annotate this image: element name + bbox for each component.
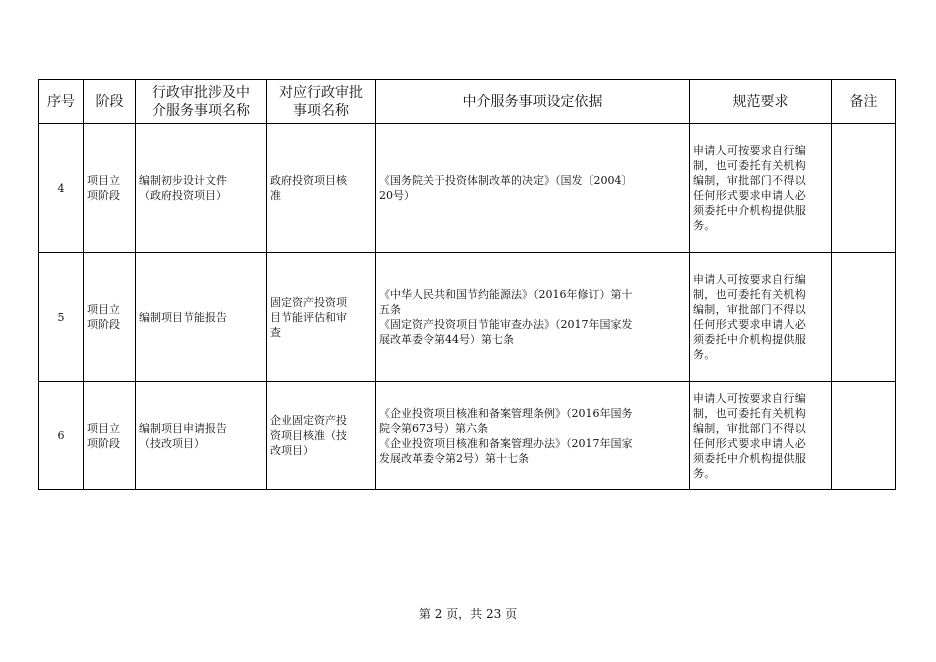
header-item-name-line2: 介服务事项名称 (152, 102, 250, 119)
cell-basis (376, 253, 690, 382)
cell-requirement-line: 制，也可委托有关机构 (693, 159, 806, 172)
cell-approval-line: 目节能评估和审 (270, 310, 347, 324)
cell-stage-line: 项阶段 (87, 318, 120, 331)
cell-approval-line: 资项目核准（技 (270, 429, 347, 442)
cell-no: 6 (39, 382, 84, 490)
cell-basis-line: 院令第673号）第六条 (379, 421, 488, 435)
cell-requirement-line: 任何形式要求申请人必 (693, 189, 806, 202)
cell-requirement-line: 制，也可委托有关机构 (693, 288, 806, 301)
header-stage: 阶段 (84, 80, 136, 124)
cell-item-line: 编制项目申请报告 (139, 421, 227, 435)
cell-item (136, 124, 267, 253)
cell-stage-line: 项目立 (87, 303, 120, 316)
cell-requirement-line: 务。 (693, 219, 716, 232)
table-row (39, 124, 896, 253)
cell-requirement-line: 制，也可委托有关机构 (693, 406, 806, 420)
header-approval-name-line1: 对应行政审批 (279, 84, 363, 101)
header-requirement: 规范要求 (690, 80, 832, 124)
cell-stage-line: 项目立 (87, 421, 120, 435)
header-basis: 中介服务事项设定依据 (376, 80, 690, 124)
cell-stage-line: 项阶段 (87, 436, 120, 450)
header-remark: 备注 (832, 80, 896, 124)
cell-requirement-line: 务。 (693, 348, 716, 361)
table-row (39, 253, 896, 382)
cell-basis (376, 124, 690, 253)
cell-stage (84, 124, 136, 253)
cell-requirement-line: 务。 (693, 466, 716, 480)
cell-basis (376, 382, 690, 490)
table-header-row (39, 80, 896, 124)
cell-approval-line: 准 (270, 189, 281, 202)
cell-stage (84, 253, 136, 382)
cell-item-line: 编制初步设计文件 (139, 174, 227, 187)
cell-requirement (690, 253, 832, 382)
cell-requirement-line: 申请人可按要求自行编 (693, 273, 806, 286)
cell-basis-line: 《企业投资项目核准和备案管理条例》（2016年国务 (379, 406, 633, 420)
cell-stage-line: 项阶段 (87, 189, 120, 202)
cell-stage (84, 382, 136, 490)
intermediary-service-table (38, 79, 896, 490)
cell-requirement-line: 编制，审批部门不得以 (693, 303, 806, 316)
cell-approval-line: 政府投资项目核 (270, 174, 347, 187)
cell-remark (832, 253, 896, 382)
cell-remark (832, 382, 896, 490)
cell-approval-line: 改项目） (270, 444, 314, 457)
cell-item-line: 编制项目节能报告 (139, 310, 227, 324)
cell-requirement-line: 须委托中介机构提供服 (693, 204, 806, 217)
cell-requirement (690, 124, 832, 253)
cell-approval (267, 382, 376, 490)
cell-requirement-line: 申请人可按要求自行编 (693, 144, 806, 157)
cell-requirement-line: 编制，审批部门不得以 (693, 174, 806, 187)
cell-approval (267, 124, 376, 253)
cell-basis-line: 展改革委令第44号）第七条 (379, 333, 514, 346)
cell-no: 4 (39, 124, 84, 253)
cell-item-line: （技改项目） (139, 436, 205, 450)
cell-basis-line: 发展改革委令第2号）第十七条 (379, 451, 529, 465)
cell-approval-line: 企业固定资产投 (270, 414, 347, 427)
cell-basis-line: 《企业投资项目核准和备案管理办法》（2017年国家 (379, 436, 633, 450)
cell-item (136, 382, 267, 490)
cell-requirement-line: 须委托中介机构提供服 (693, 333, 806, 346)
page-number-footer: 第 2 页，共 23 页 (418, 607, 518, 621)
cell-requirement-line: 申请人可按要求自行编 (693, 391, 806, 405)
cell-requirement-line: 任何形式要求申请人必 (693, 318, 806, 331)
table-row (39, 382, 896, 490)
cell-no: 5 (39, 253, 84, 382)
cell-requirement (690, 382, 832, 490)
header-approval-name (267, 80, 376, 124)
cell-remark (832, 124, 896, 253)
cell-requirement-line: 任何形式要求申请人必 (693, 436, 806, 450)
cell-basis-line: 20号） (379, 189, 415, 202)
cell-approval-line: 固定资产投资项 (270, 295, 347, 309)
cell-item-line: （政府投资项目） (139, 189, 227, 202)
cell-approval-line: 查 (270, 325, 281, 339)
cell-requirement-line: 编制，审批部门不得以 (693, 421, 806, 435)
header-approval-name-line2: 事项名称 (293, 102, 349, 119)
cell-basis-line: 五条 (379, 303, 401, 316)
cell-basis-line: 《国务院关于投资体制改革的决定》（国发〔2004〕 (379, 174, 633, 187)
cell-item (136, 253, 267, 382)
header-item-name (136, 80, 267, 124)
header-no: 序号 (39, 80, 84, 124)
cell-basis-line: 《中华人民共和国节约能源法》（2016年修订）第十 (379, 288, 633, 301)
cell-basis-line: 《固定资产投资项目节能审查办法》（2017年国家发 (379, 318, 633, 331)
cell-requirement-line: 须委托中介机构提供服 (693, 451, 806, 465)
header-item-name-line1: 行政审批涉及中 (152, 84, 250, 101)
cell-stage-line: 项目立 (87, 174, 120, 187)
cell-approval (267, 253, 376, 382)
